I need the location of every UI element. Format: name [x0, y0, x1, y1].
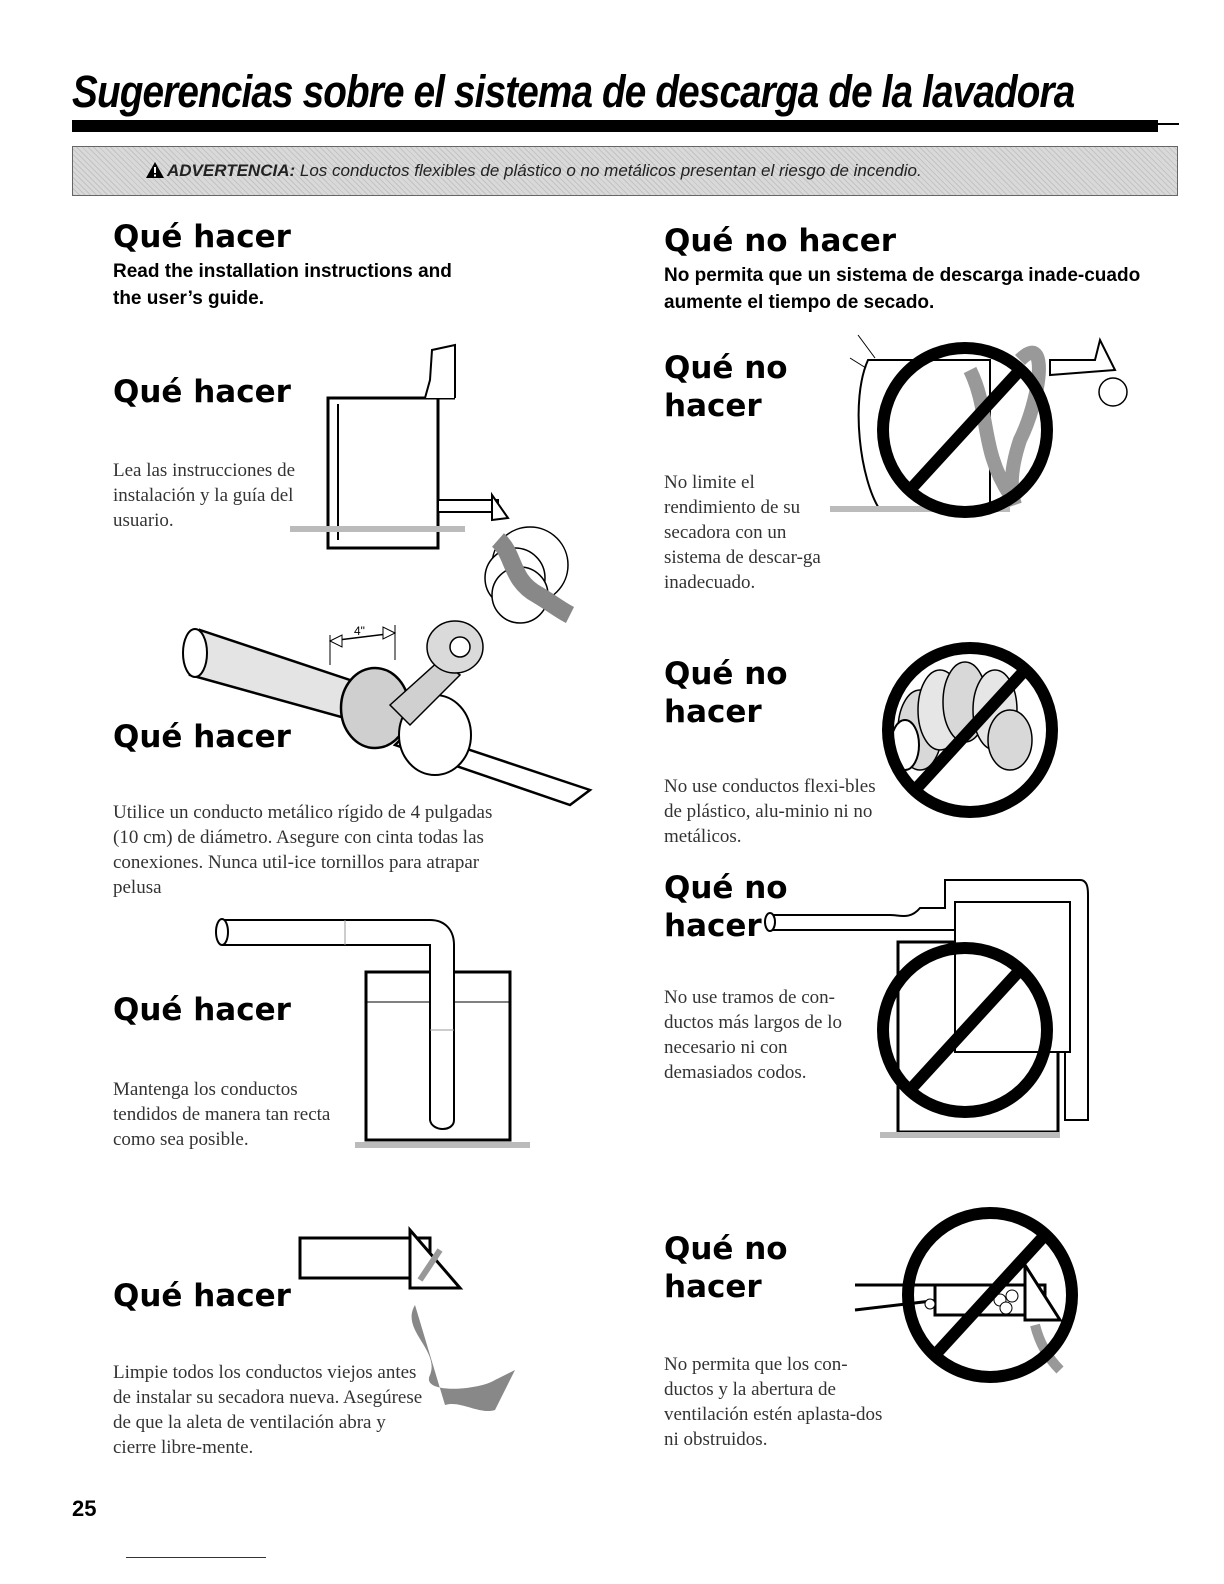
dont-text-4: No permita que los con-ductos y la abertura de ventilación estén aplasta-dos ni obstruidos.	[664, 1354, 883, 1450]
dryer-exhaust-illustration	[280, 340, 600, 640]
page-title: Sugerencias sobre el sistema de descarga de la lavadora	[72, 66, 1075, 117]
page-number: 25	[72, 1496, 97, 1521]
dont-heading-1: Qué no hacer	[664, 350, 788, 424]
dont-text-1: No limite el rendimiento de su secadora con un sistema de descar-ga inadecuado.	[664, 472, 821, 593]
dont-heading-2: Qué no hacer	[664, 656, 788, 730]
prohibited-icon	[908, 1213, 1072, 1377]
warning-triangle-icon	[145, 161, 165, 179]
footer-rule	[126, 1557, 266, 1558]
dont-heading-3: Qué no hacer	[664, 870, 788, 944]
do-heading-1: Qué hacer	[113, 374, 291, 410]
do-text-1: Lea las instrucciones de instalación y la guía del usuario.	[113, 460, 296, 531]
flexible-duct-illustration	[860, 630, 1100, 850]
do-intro-subtitle: Read the installation instructions and the user’s guide.	[113, 261, 452, 309]
do-text-3: Mantenga los conductos tendidos de manera tan recta como sea posible.	[113, 1079, 331, 1150]
long-duct-illustration	[760, 870, 1100, 1150]
dont-intro-subtitle: No permita que un sistema de descarga inade-cuado aumente el tiempo de secado.	[664, 265, 1141, 313]
warning-banner	[72, 146, 1178, 196]
do-heading-3: Qué hacer	[113, 992, 291, 1028]
do-text-2: Utilice un conducto metálico rígido de 4 pulgadas (10 cm) de diámetro. Asegure con cinta todas las conexiones. Nunca util-ice tornillos para atrapar pelusa	[113, 802, 493, 898]
title-rule	[72, 120, 1158, 132]
crushed-duct-illustration	[850, 1200, 1090, 1410]
warning-text: Los conductos flexibles de plástico o no metálicos presentan el riesgo de incendio.	[299, 161, 922, 180]
do-text-4: Limpie todos los conductos viejos antes de instalar su secadora nueva. Asegúrese de que la aleta de ventilación abra y cierre libre-mente.	[113, 1362, 423, 1458]
do-heading-intro: Qué hacer	[113, 219, 291, 255]
restricted-exhaust-illustration	[820, 320, 1140, 520]
dont-heading-4: Qué no hacer	[664, 1231, 788, 1305]
do-heading-2: Qué hacer	[113, 719, 291, 755]
dont-text-3: No use tramos de con-ductos más largos de lo necesario ni con demasiados codos.	[664, 987, 843, 1083]
title-rule-tail	[1155, 123, 1179, 125]
warning-label: ADVERTENCIA:	[167, 161, 296, 180]
dont-heading-intro: Qué no hacer	[664, 223, 897, 259]
do-heading-4: Qué hacer	[113, 1278, 291, 1314]
duct-dimension-label: 4"	[354, 624, 365, 638]
dont-text-2: No use conductos flexi-bles de plástico, alu-minio ni no metálicos.	[664, 776, 876, 847]
